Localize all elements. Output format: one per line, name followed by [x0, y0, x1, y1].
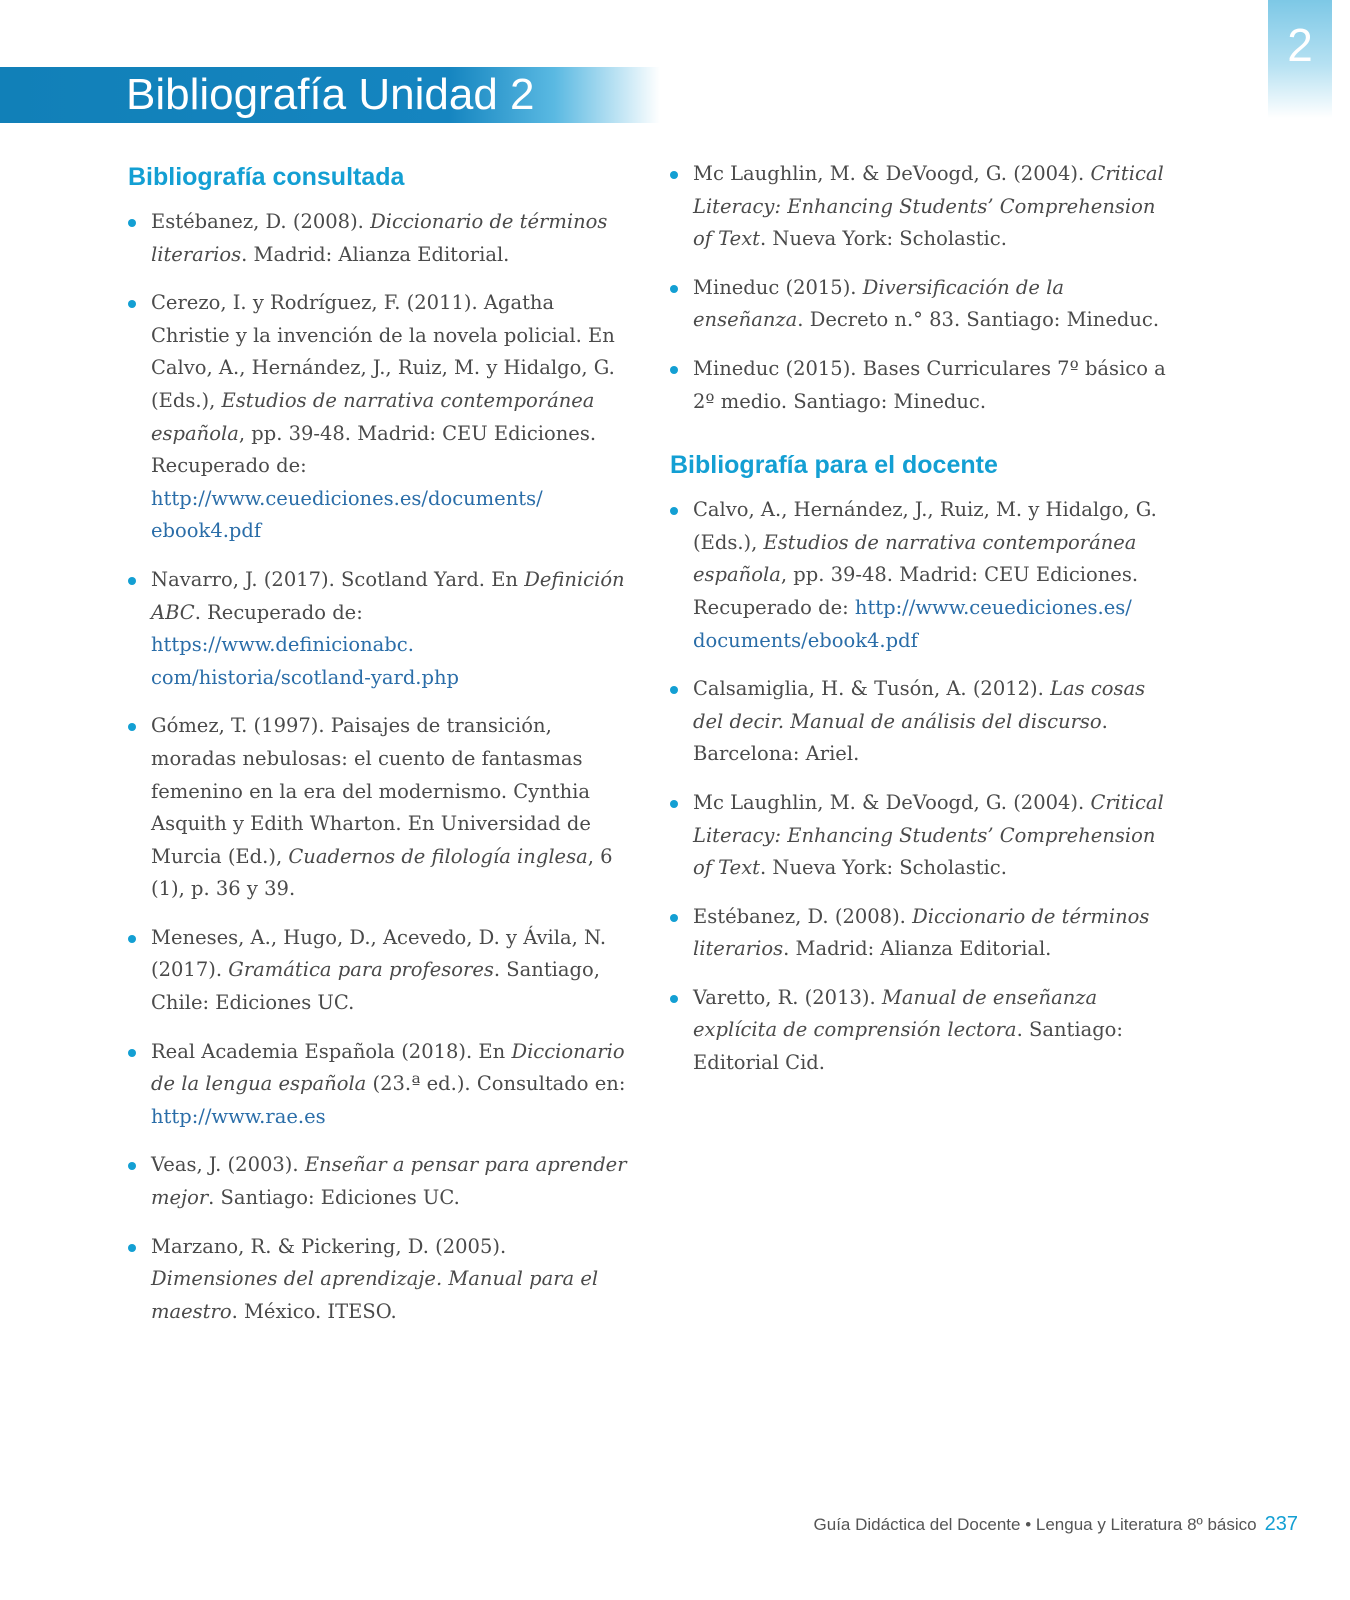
- reference-text: Calsamiglia, H. & Tusón, A. (2012).: [693, 677, 1051, 701]
- reference-text: Mc Laughlin, M. & DeVoogd, G. (2004).: [693, 790, 1091, 814]
- reference-title: Diccionario de términos literarios: [151, 210, 608, 266]
- reference-item: [670, 673, 1170, 771]
- reference-text: Veas, J. (2003).: [151, 1153, 305, 1177]
- reference-text: . Nueva York: Scholastic.: [760, 227, 1007, 251]
- reference-text: . Santiago: Editorial Cid.: [693, 1018, 1123, 1075]
- section-heading-docente: Bibliografía para el docente: [670, 451, 998, 480]
- reference-text: . Barcelona: Ariel.: [693, 709, 1108, 766]
- reference-item: [128, 206, 628, 271]
- reference-item: [128, 1231, 628, 1329]
- reference-title: Definición ABC: [151, 567, 625, 624]
- page-number: 237: [1264, 1513, 1298, 1535]
- section-heading-consultada: Bibliografía consultada: [128, 163, 405, 191]
- reference-item: [128, 710, 628, 906]
- page-title: Bibliografía Unidad 2: [126, 70, 535, 119]
- reference-text: (23.ª ed.). Consultado en:: [366, 1072, 626, 1096]
- reference-link[interactable]: http://www.ceuediciones.es/documents/ ebook4.pdf: [151, 486, 543, 543]
- reference-item: [670, 272, 1170, 337]
- reference-title: Diversificación de la enseñanza: [693, 275, 1064, 332]
- right-column: [670, 158, 1170, 1096]
- reference-link[interactable]: http://www.ceuediciones.es/ documents/ebook4.pdf: [693, 595, 1132, 652]
- reference-text: Estébanez, D. (2008).: [693, 904, 913, 928]
- reference-title: Critical Literacy: Enhancing Students’ Comprehension of Text: [693, 790, 1164, 880]
- reference-text: . Madrid: Alianza Editorial.: [783, 937, 1052, 961]
- reference-text: Mineduc (2015). Bases Curriculares 7º básico a 2º medio. Santiago: Mineduc.: [693, 356, 1166, 413]
- reference-text: Gómez, T. (1997). Paisajes de transición, moradas nebulosas: el cuento de fantasmas femenino en la era del modernismo. Cynthia Asquith y Edith Wharton. En Universidad de Murcia (Ed.),: [151, 714, 591, 868]
- unit-tab-number: 2: [1287, 19, 1313, 71]
- reference-item: [670, 901, 1170, 966]
- reference-list-docente: [670, 494, 1170, 1080]
- reference-text: . Santiago, Chile: Ediciones UC.: [151, 958, 600, 1015]
- reference-title: Las cosas del decir. Manual de análisis del discurso: [693, 677, 1146, 733]
- reference-list-consultada: [128, 206, 628, 1328]
- title-bar: [0, 67, 660, 123]
- reference-title: Diccionario de términos literarios: [693, 904, 1150, 961]
- reference-text: . Nueva York: Scholastic.: [760, 856, 1007, 880]
- unit-tab: [1268, 0, 1332, 118]
- reference-title: Diccionario de la lengua española: [151, 1039, 625, 1096]
- reference-text: Estébanez, D. (2008).: [151, 210, 371, 233]
- reference-item: [670, 494, 1170, 657]
- reference-title: Estudios de narrativa contemporánea española: [693, 530, 1137, 587]
- reference-text: Calvo, A., Hernández, J., Ruiz, M. y Hidalgo, G. (Eds.),: [693, 498, 1157, 554]
- reference-text: , pp. 39-48. Madrid: CEU Ediciones. Recuperado de:: [151, 421, 597, 478]
- reference-link[interactable]: https://www.definicionabc. com/historia/scotland-yard.php: [151, 633, 460, 689]
- reference-item: [670, 158, 1170, 256]
- reference-text: Varetto, R. (2013).: [693, 985, 882, 1009]
- reference-text: Cerezo, I. y Rodríguez, F. (2011). Agatha Christie y la invención de la novela policial. En Calvo, A., Hernández, J., Ruiz, M. y Hidalgo, G. (Eds.),: [151, 291, 615, 412]
- reference-text: . Madrid: Alianza Editorial.: [241, 242, 510, 266]
- reference-item: [128, 922, 628, 1020]
- reference-item: [670, 787, 1170, 885]
- reference-text: , pp. 39-48. Madrid: CEU Ediciones. Recuperado de:: [693, 563, 1139, 619]
- reference-text: . Recuperado de:: [194, 600, 363, 624]
- reference-title: Critical Literacy: Enhancing Students’ Comprehension of Text: [693, 162, 1164, 251]
- reference-item: [128, 564, 628, 694]
- reference-item: [670, 982, 1170, 1080]
- reference-text: Navarro, J. (2017). Scotland Yard. En: [151, 567, 525, 591]
- reference-text: Meneses, A., Hugo, D., Acevedo, D. y Ávila, N. (2017).: [151, 925, 607, 982]
- reference-text: . México. ITESO.: [231, 1299, 397, 1323]
- reference-text: Mc Laughlin, M. & DeVoogd, G. (2004).: [693, 162, 1091, 185]
- reference-text: Real Academia Española (2018). En: [151, 1039, 512, 1063]
- reference-item: [128, 287, 628, 548]
- reference-list-consultada-continued: [670, 158, 1170, 418]
- reference-text: Marzano, R. & Pickering, D. (2005).: [151, 1234, 507, 1258]
- reference-text: Mineduc (2015).: [693, 275, 863, 299]
- reference-text: . Decreto n.° 83. Santiago: Mineduc.: [797, 308, 1160, 332]
- reference-item: [670, 353, 1170, 418]
- reference-text: . Santiago: Ediciones UC.: [208, 1186, 460, 1210]
- reference-item: [128, 1036, 628, 1134]
- reference-title: Dimensiones del aprendizaje. Manual para el maestro: [151, 1267, 599, 1323]
- reference-text: , 6 (1), p. 36 y 39.: [151, 844, 613, 901]
- reference-title: Gramática para profesores: [228, 958, 494, 982]
- reference-link[interactable]: http://www.rae.es: [151, 1104, 326, 1128]
- reference-title: Enseñar a pensar para aprender mejor: [151, 1153, 627, 1210]
- footer-text: Guía Didáctica del Docente • Lengua y Literatura 8º básico: [813, 1515, 1257, 1534]
- left-column: [128, 160, 628, 1344]
- reference-title: Cuadernos de filología inglesa: [288, 844, 588, 868]
- reference-title: Estudios de narrativa contemporánea española: [151, 388, 595, 445]
- reference-item: [128, 1149, 628, 1214]
- reference-title: Manual de enseñanza explícita de comprensión lectora: [693, 985, 1098, 1042]
- page-footer: [814, 1512, 1298, 1537]
